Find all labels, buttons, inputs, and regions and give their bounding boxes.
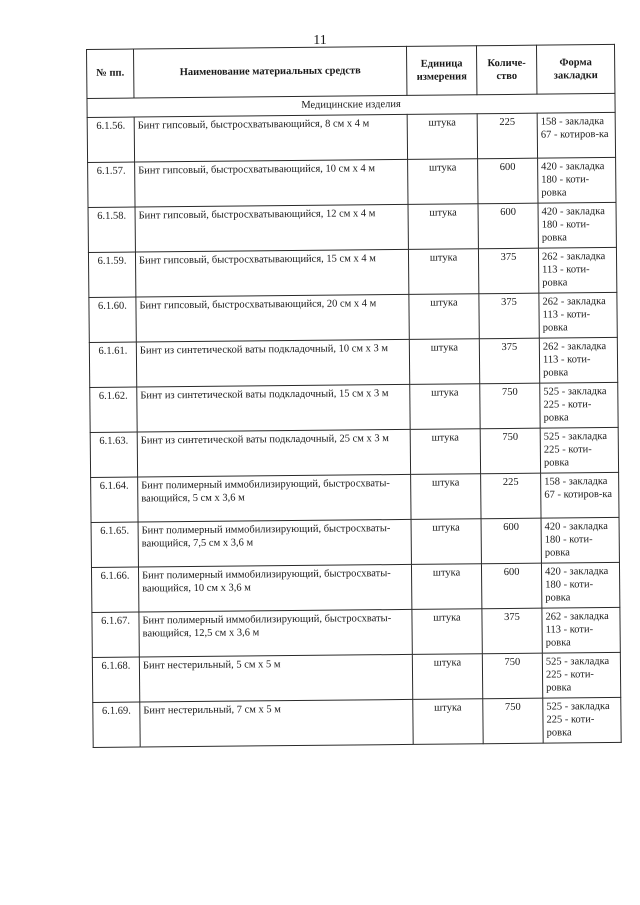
header-unit: Единица измерения — [406, 46, 476, 96]
cell-form: 262 - закладка 113 - коти-ровка — [538, 247, 616, 293]
cell-name: Бинт из синтетической ваты подкладочный, 15 см х 3 м — [137, 384, 410, 432]
cell-unit: штука — [409, 294, 479, 340]
cell-form: 262 - закладка 113 - коти-ровка — [542, 607, 620, 653]
cell-num: 6.1.68. — [92, 657, 139, 702]
cell-form: 420 - закладка 180 - коти-ровка — [541, 562, 619, 608]
cell-num: 6.1.63. — [90, 432, 137, 477]
table-row — [90, 382, 618, 432]
cell-qty: 375 — [482, 608, 542, 654]
cell-name: Бинт полимерный иммобилизирующий, быстросхваты-вающийся, 7,5 см х 3,6 м — [138, 519, 411, 567]
table-row — [89, 292, 617, 342]
cell-num: 6.1.67. — [92, 612, 139, 657]
table-row — [87, 112, 615, 162]
cell-qty: 600 — [478, 203, 538, 249]
cell-qty: 375 — [479, 338, 539, 384]
table-header-row — [87, 44, 615, 98]
cell-unit: штука — [407, 114, 477, 160]
cell-num: 6.1.57. — [88, 162, 135, 207]
cell-qty: 750 — [482, 653, 542, 699]
cell-qty: 375 — [479, 293, 539, 339]
cell-name: Бинт гипсовый, быстросхватывающийся, 20 см х 4 м — [136, 294, 409, 342]
header-name: Наименование материальных средств — [134, 46, 407, 98]
cell-name: Бинт гипсовый, быстросхватывающийся, 10 см х 4 м — [135, 159, 408, 207]
cell-name: Бинт гипсовый, быстросхватывающийся, 15 см х 4 м — [135, 249, 408, 297]
cell-qty: 375 — [478, 248, 538, 294]
cell-num: 6.1.66. — [91, 567, 138, 612]
cell-name: Бинт из синтетической ваты подкладочный, 10 см х 3 м — [136, 339, 409, 387]
cell-unit: штука — [412, 609, 482, 655]
page-number: 11 — [313, 33, 327, 48]
table-row — [88, 247, 616, 297]
cell-num: 6.1.61. — [89, 342, 136, 387]
cell-qty: 225 — [477, 113, 537, 159]
cell-form: 158 - закладка 67 - котиров-ка — [537, 112, 615, 158]
cell-name: Бинт полимерный иммобилизирующий, быстросхваты-вающийся, 12,5 см х 3,6 м — [139, 609, 412, 657]
cell-qty: 600 — [478, 158, 538, 204]
cell-form: 525 - закладка 225 - коти-ровка — [540, 427, 618, 473]
cell-unit: штука — [409, 339, 479, 385]
cell-form: 420 - закладка 180 - коти-ровка — [541, 517, 619, 563]
cell-unit: штука — [410, 429, 480, 475]
table-row — [92, 607, 620, 657]
cell-name: Бинт нестерильный, 5 см х 5 м — [139, 654, 412, 702]
cell-form: 525 - закладка 225 - коти-ровка — [543, 697, 621, 743]
cell-name: Бинт гипсовый, быстросхватывающийся, 12 см х 4 м — [135, 204, 408, 252]
cell-form: 420 - закладка 180 - коти-ровка — [538, 202, 616, 248]
cell-name: Бинт гипсовый, быстросхватывающийся, 8 см х 4 м — [134, 114, 407, 162]
cell-unit: штука — [411, 519, 481, 565]
cell-num: 6.1.58. — [88, 207, 135, 252]
cell-qty: 225 — [481, 473, 541, 519]
section-title: Медицинские изделия — [87, 93, 615, 117]
cell-form: 420 - закладка 180 - коти-ровка — [538, 157, 616, 203]
cell-unit: штука — [413, 699, 483, 745]
table-row — [89, 337, 617, 387]
header-qty: Количе- ство — [476, 45, 536, 95]
cell-name: Бинт полимерный иммобилизирующий, быстросхваты-вающийся, 5 см х 3,6 м — [138, 474, 411, 522]
cell-num: 6.1.62. — [90, 387, 137, 432]
cell-qty: 600 — [481, 563, 541, 609]
cell-num: 6.1.56. — [87, 117, 134, 162]
table-row — [88, 202, 616, 252]
cell-form: 262 - закладка 113 - коти-ровка — [539, 292, 617, 338]
cell-unit: штука — [408, 204, 478, 250]
table-row — [88, 157, 616, 207]
table-row — [92, 652, 620, 702]
cell-num: 6.1.65. — [91, 522, 138, 567]
cell-unit: штука — [411, 564, 481, 610]
cell-qty: 750 — [483, 698, 543, 744]
table-row — [90, 427, 618, 477]
cell-unit: штука — [412, 654, 482, 700]
cell-name: Бинт полимерный иммобилизирующий, быстросхваты-вающийся, 10 см х 3,6 м — [138, 564, 411, 612]
cell-form: 525 - закладка 225 - коти-ровка — [540, 382, 618, 428]
header-num: № пп. — [87, 49, 134, 98]
table-row — [91, 562, 619, 612]
table-body — [87, 112, 621, 747]
cell-form: 158 - закладка 67 - котиров-ка — [541, 472, 619, 518]
cell-unit: штука — [408, 159, 478, 205]
cell-qty: 600 — [481, 518, 541, 564]
cell-num: 6.1.60. — [89, 297, 136, 342]
materials-table — [86, 44, 622, 748]
cell-qty: 750 — [480, 428, 540, 474]
header-form: Форма закладки — [536, 44, 614, 94]
cell-unit: штука — [410, 384, 480, 430]
cell-qty: 750 — [480, 383, 540, 429]
table-row — [91, 472, 619, 522]
cell-name: Бинт из синтетической ваты подкладочный, 25 см х 3 м — [137, 429, 410, 477]
cell-unit: штука — [408, 249, 478, 295]
cell-num: 6.1.69. — [93, 702, 140, 747]
table-row — [93, 697, 621, 747]
cell-unit: штука — [411, 474, 481, 520]
cell-form: 525 - закладка 225 - коти-ровка — [542, 652, 620, 698]
table-row — [91, 517, 619, 567]
cell-num: 6.1.59. — [88, 252, 135, 297]
cell-form: 262 - закладка 113 - коти-ровка — [539, 337, 617, 383]
cell-num: 6.1.64. — [91, 477, 138, 522]
cell-name: Бинт нестерильный, 7 см х 5 м — [140, 699, 413, 747]
